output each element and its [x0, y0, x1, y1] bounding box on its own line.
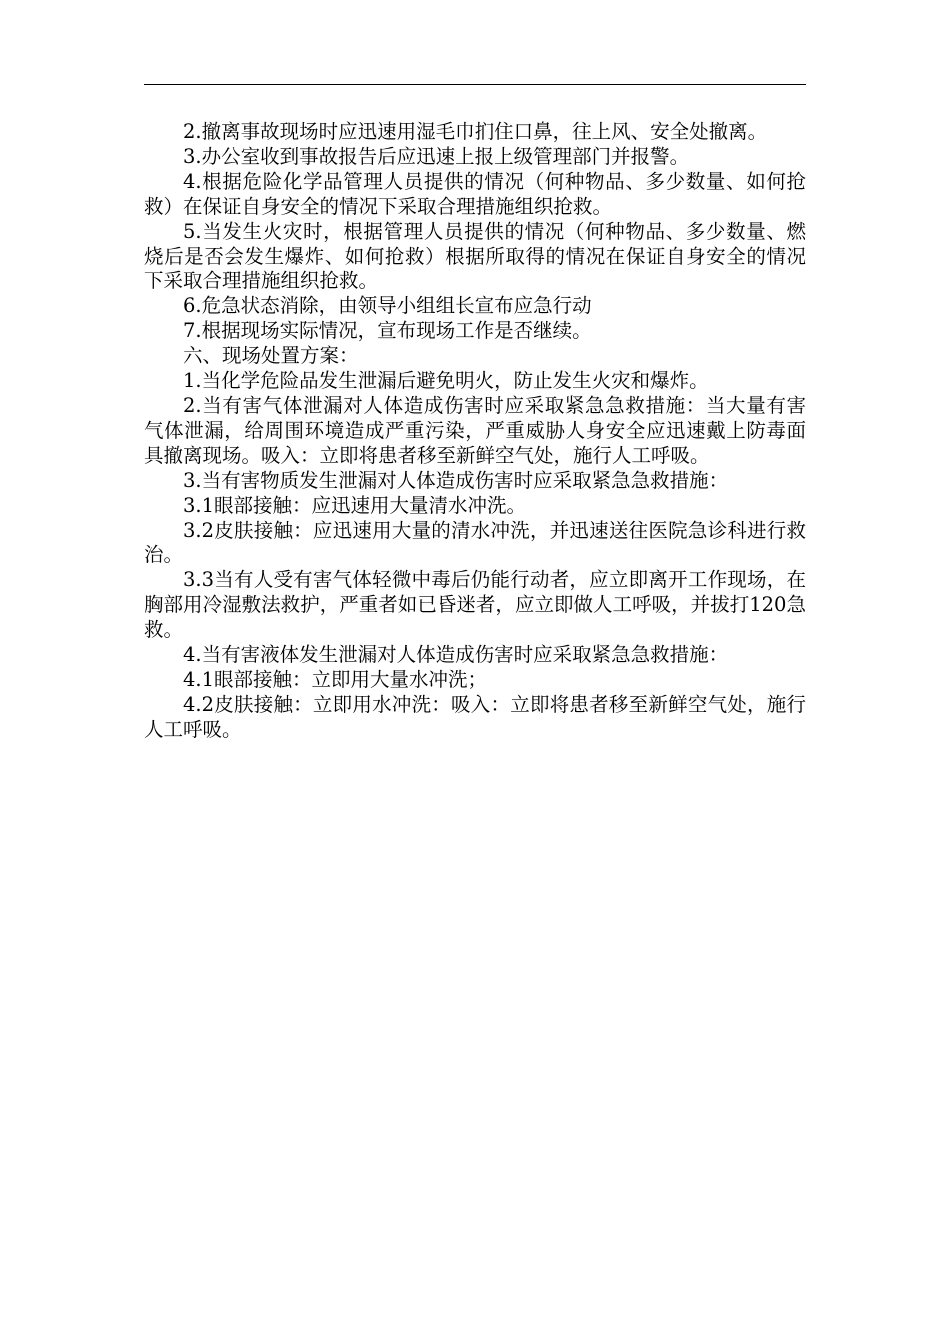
paragraph: 6.危急状态消除，由领导小组组长宣布应急行动: [183, 294, 592, 318]
paragraph: 3.当有害物质发生泄漏对人体造成伤害时应采取紧急急救措施：: [183, 468, 729, 492]
paragraph: 4.当有害液体发生泄漏对人体造成伤害时应采取紧急急救措施：: [183, 643, 729, 667]
paragraph: 7.根据现场实际情况，宣布现场工作是否继续。: [183, 319, 592, 343]
paragraph: 4.根据危险化学品管理人员提供的情况（何种物品、多少数量、如何抢救）在保证自身安全的情况下采取合理措施组织抢救。: [144, 169, 806, 218]
paragraph: 3.2皮肤接触：应迅速用大量的清水冲洗，并迅速送往医院急诊科进行救治。: [144, 518, 806, 567]
paragraph: 1.当化学危险品发生泄漏后避免明火，防止发生火灾和爆炸。: [183, 369, 709, 393]
paragraph: 3.办公室收到事故报告后应迅速上报上级管理部门并报警。: [183, 144, 690, 168]
paragraph: 2.撤离事故现场时应迅速用湿毛巾扪住口鼻，往上风、安全处撤离。: [183, 120, 768, 143]
paragraph: 2.当有害气体泄漏对人体造成伤害时应采取紧急急救措施：当大量有害气体泄漏，给周围环境造成严重污染，严重威胁人身安全应迅速戴上防毒面具撤离现场。吸入：立即将患者移至新鲜空气处，施行人工呼吸。: [144, 393, 806, 467]
document-body: [144, 120, 806, 743]
paragraph: 4.1眼部接触：立即用大量水冲洗；: [183, 667, 488, 691]
paragraph: 3.3当有人受有害气体轻微中毒后仍能行动者，应立即离开工作现场，在胸部用冷湿敷法救护，严重者如已昏迷者，应立即做人工呼吸，并拔打120急救。: [144, 568, 806, 642]
section-heading: 六、现场处置方案：: [183, 344, 359, 368]
paragraph: 5.当发生火灾时，根据管理人员提供的情况（何种物品、多少数量、燃烧后是否会发生爆炸、如何抢救）根据所取得的情况在保证自身安全的情况下采取合理措施组织抢救。: [144, 219, 806, 293]
paragraph: 4.2皮肤接触：立即用水冲洗：吸入：立即将患者移至新鲜空气处，施行人工呼吸。: [144, 692, 806, 741]
header-rule: [144, 84, 806, 85]
paragraph: 3.1眼部接触：应迅速用大量清水冲洗。: [183, 493, 527, 517]
